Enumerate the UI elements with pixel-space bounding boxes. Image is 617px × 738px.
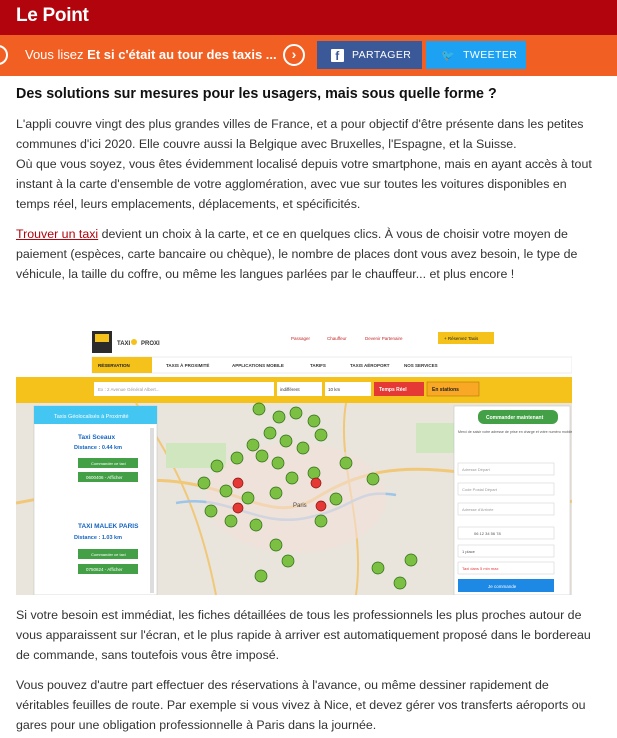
facebook-icon: f bbox=[331, 49, 344, 62]
arrival-address-placeholder: Adresse d'Arrivée bbox=[462, 507, 494, 512]
map-city-label: Paris bbox=[293, 503, 307, 509]
time-select-value: Taxi dans 5 min max bbox=[462, 566, 499, 571]
reading-title: Et si c'était au tour des taxis ... bbox=[87, 47, 277, 62]
article-body bbox=[16, 86, 602, 284]
paragraph-reservation: Vous pouvez d'autre part effectuer des réservations à l'avance, ou même dessiner rapidement de véritables feuilles de route. Par exemple si vous vivez à Nice, et devez gérer vos transferts aéroports ou gares pour une obligation professionnelle à Paris dans la journée. bbox=[16, 678, 586, 732]
top-link-partner[interactable]: Devenir Partenaire bbox=[365, 336, 403, 341]
pin-icon bbox=[131, 339, 137, 345]
type-select-value: indifférent bbox=[280, 387, 300, 392]
paragraph-immediate: Si votre besoin est immédiat, les fiches détaillées de tous les professionnels les plus proches autour de vous apparaissent sur l'écran, et le plus rapide à arriver est automatiquement proposé dans le bordereau de commande, sans toutefois vous être imposé. bbox=[16, 608, 591, 662]
nav-services[interactable]: NOS SERVICES bbox=[404, 363, 438, 368]
next-article-icon[interactable]: › bbox=[283, 44, 305, 66]
taxi2-distance: Distance : 1.03 km bbox=[74, 535, 122, 541]
order-form-title: Commander maintenant bbox=[486, 415, 544, 421]
share-twitter-button[interactable] bbox=[426, 41, 526, 69]
share-twitter-label: TWEETER bbox=[463, 49, 518, 61]
app-screenshot bbox=[16, 323, 572, 595]
nearby-panel-title: Taxis Géolocalisés à Proximité bbox=[54, 414, 129, 420]
taxi2-order-label: Commander ce taxi bbox=[91, 552, 126, 557]
order-submit-label: Je commande bbox=[488, 584, 517, 589]
panel-scrollbar[interactable] bbox=[150, 428, 154, 593]
section-heading: Des solutions sur mesures pour les usagers, mais sous quelle forme ? bbox=[16, 86, 497, 102]
taxi2-phone: 0750624 - Afficher bbox=[86, 567, 123, 572]
share-bar bbox=[0, 35, 617, 76]
app-logo-a: TAXI bbox=[117, 341, 131, 347]
taxi1-name[interactable]: Taxi Sceaux bbox=[78, 434, 116, 441]
departure-address-placeholder: Adresse Départ bbox=[462, 467, 490, 472]
phone-input-value: 06 12 34 56 78 bbox=[474, 531, 501, 536]
taxi2-name[interactable]: TAXI MALEK PARIS bbox=[78, 523, 139, 530]
paragraph-choice-text: devient un choix à la carte, et ce en quelques clics. À vous de choisir votre moyen de paiement (espèces, carte bancaire ou chèque), le nombre de places dont vous avez besoin, le type de véhicule, la taille du coffre, ou même les langues parlées par le chauffeur... et plus encore ! bbox=[16, 227, 578, 281]
paragraph-choice bbox=[16, 224, 602, 284]
twitter-icon: 🐦 bbox=[441, 49, 456, 62]
previous-article-icon[interactable] bbox=[0, 45, 8, 65]
nav-reservation-label: RÉSERVATION bbox=[98, 363, 130, 368]
taxi1-phone: 0600406 - Afficher bbox=[86, 475, 123, 480]
app-logo-b: PROXI bbox=[141, 341, 160, 347]
reserve-button-label: + Réservez Taxis bbox=[444, 336, 479, 341]
nav-applications[interactable]: APPLICATIONS MOBILE bbox=[232, 363, 284, 368]
top-link-chauffeur[interactable]: Chauffeur bbox=[327, 336, 347, 341]
paragraph-location: Où que vous soyez, vous êtes évidemment localisé depuis votre smartphone, mais en ayant accès à tout instant à la carte d'ensemble de votre agglomération, avec vue sur toutes les voitures disponibles en temps réel, leurs emplacements, déplacements, et spécificités. bbox=[16, 157, 592, 211]
share-facebook-label: PARTAGER bbox=[352, 49, 412, 61]
top-link-passager[interactable]: Passager bbox=[291, 336, 311, 341]
taxi1-distance: Distance : 0.44 km bbox=[74, 445, 122, 451]
departure-zip-placeholder: Code Postal Départ bbox=[462, 487, 497, 492]
nav-taxis-proximite[interactable]: TAXIS À PROXIMITÉ bbox=[166, 363, 210, 368]
paragraph-coverage: L'appli couvre vingt des plus grandes villes de France, et a pour objectif d'être présente dans les petites communes d'ici 2020. Elle couvre aussi la Belgique avec Bruxelles, l'Espagne, et la Suisse. bbox=[16, 117, 584, 151]
phone-input[interactable] bbox=[458, 527, 554, 539]
nav-taxis-aeroport[interactable]: TAXIS AÉROPORT bbox=[350, 363, 390, 368]
find-taxi-link[interactable]: Trouver un taxi bbox=[16, 227, 99, 241]
radius-select-value: 10 km bbox=[328, 387, 341, 392]
site-logo[interactable]: Le Point bbox=[16, 5, 89, 26]
nav-tarifs[interactable]: TARIFS bbox=[310, 363, 326, 368]
reading-now[interactable] bbox=[25, 47, 277, 62]
site-header bbox=[0, 0, 617, 35]
address-search-placeholder: Ex : 2 Avenue Général Albert... bbox=[98, 387, 160, 392]
share-facebook-button[interactable] bbox=[317, 41, 422, 69]
realtime-label: Temps Réel bbox=[379, 387, 407, 393]
stations-label: En stations bbox=[432, 387, 459, 393]
taxi1-order-label: Commander ce taxi bbox=[91, 461, 126, 466]
reading-prefix: Vous lisez bbox=[25, 47, 88, 62]
order-form-hint: Merci de saisir votre adresse de prise en charge et votre numéro mobile bbox=[458, 430, 572, 434]
places-select-value: 1 place bbox=[462, 549, 475, 554]
